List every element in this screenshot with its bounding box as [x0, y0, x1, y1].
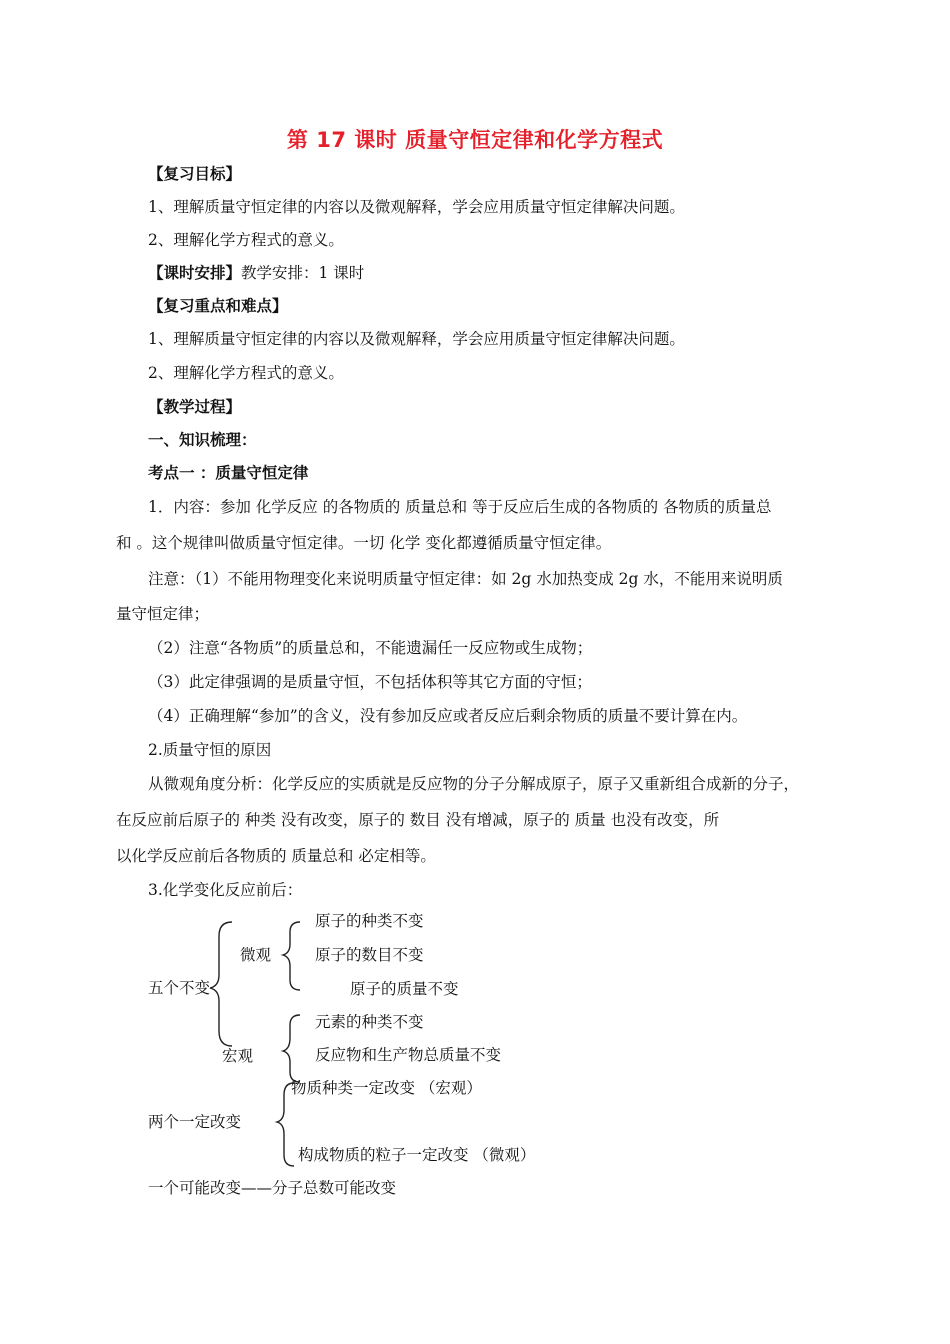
micro-item-2: 原子的数目不变 [315, 946, 424, 964]
note-4: （4）正确理解“参加”的含义，没有参加反应或者反应后剩余物质的质量不要计算在内。 [148, 707, 748, 725]
micro-item-3: 原子的质量不变 [350, 980, 459, 998]
macro-item-1: 元素的种类不变 [315, 1013, 424, 1031]
micro-label: 微观 [240, 946, 272, 964]
page-title: 第 17 课时 质量守恒定律和化学方程式 [286, 128, 664, 152]
schedule-heading: 【课时安排】 [148, 264, 242, 282]
point-one-heading: 考点一 ：质量守恒定律 [148, 464, 309, 482]
note-3: （3）此定律强调的是质量守恒，不包括体积等其它方面的守恒； [148, 673, 592, 691]
macro-label: 宏观 [222, 1047, 254, 1065]
content-line-1: 1．内容：参加 化学反应 的各物质的 质量总和 等于反应后生成的各物质的 各物质的质量总 [148, 498, 772, 516]
process-heading: 【教学过程】 [148, 398, 242, 416]
part-one-heading: 一、知识梳理： [148, 431, 257, 449]
two-changed-item-1: 物质种类一定改变 （宏观） [291, 1079, 482, 1097]
macro-item-2: 反应物和生产物总质量不变 [315, 1046, 502, 1064]
note-line-2: 量守恒定律； [116, 605, 210, 623]
note-2: （2）注意“各物质”的质量总和，不能遗漏任一反应物或生成物； [148, 639, 593, 657]
goals-heading: 【复习目标】 [148, 165, 242, 183]
reason-line-1: 从微观角度分析：化学反应的实质就是反应物的分子分解成原子，原子又重新组合成新的分子， [148, 775, 800, 793]
brace-macro [283, 1015, 300, 1082]
note-line-1: 注意：（1）不能用物理变化来说明质量守恒定律：如 2g 水加热变成 2g 水，不能用来说明质 [148, 570, 783, 588]
keypoint-2: 2、理解化学方程式的意义。 [148, 364, 344, 382]
two-changed-item-2: 构成物质的粒子一定改变 （微观） [298, 1146, 536, 1164]
brace-five-unchanged [210, 922, 232, 1046]
brace-micro [283, 922, 300, 990]
keypoint-1: 1、理解质量守恒定律的内容以及微观解释，学会应用质量守恒定律解决问题。 [148, 330, 685, 348]
content-line-2: 和 。这个规律叫做质量守恒定律。一切 化学 变化都遵循质量守恒定律。 [116, 534, 612, 552]
keypoints-heading: 【复习重点和难点】 [148, 297, 288, 315]
change-heading: 3.化学变化反应前后： [148, 881, 303, 899]
five-unchanged-label: 五个不变 [148, 979, 211, 997]
goal-1: 1、理解质量守恒定律的内容以及微观解释，学会应用质量守恒定律解决问题。 [148, 198, 685, 216]
reason-heading: 2.质量守恒的原因 [148, 741, 272, 759]
schedule-text: 教学安排：1 课时 [241, 264, 365, 282]
goal-2: 2、理解化学方程式的意义。 [148, 231, 344, 249]
two-changed-label: 两个一定改变 [148, 1113, 242, 1131]
micro-item-1: 原子的种类不变 [315, 912, 424, 930]
one-maybe-line: 一个可能改变——分子总数可能改变 [148, 1179, 397, 1197]
reason-line-3: 以化学反应前后各物质的 质量总和 必定相等。 [116, 847, 436, 865]
reason-line-2: 在反应前后原子的 种类 没有改变，原子的 数目 没有增减，原子的 质量 也没有改变，所 [116, 811, 720, 829]
